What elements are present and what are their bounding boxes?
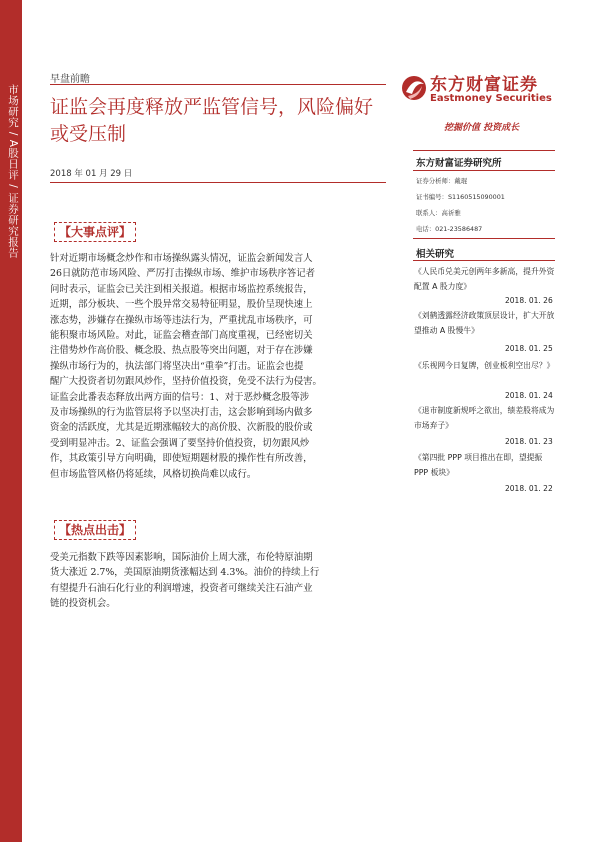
para-line: 但市场监管风格仍将延续，风格切换尚难以成行。	[50, 468, 257, 480]
brand-name-en: Eastmoney Securities	[430, 93, 552, 104]
report-title	[50, 94, 390, 148]
para-line: 货大涨近 2.7%，美国原油期货涨幅达到 4.3%。油价的持续上行	[50, 567, 320, 579]
para-line: 链的投资机会。	[50, 598, 116, 610]
brand-logo	[398, 68, 558, 114]
related-item-date: 2018. 01. 24	[505, 391, 553, 400]
related-item-date: 2018. 01. 26	[505, 296, 553, 305]
title-line-1: 证监会再度释放严监管信号，风险偏好	[50, 96, 374, 118]
para-line: 涨态势，涉嫌存在操纵市场等违法行为，严重扰乱市场秩序，可	[50, 314, 313, 326]
report-type: 早盘前瞻	[50, 74, 90, 85]
para-line: 资金的活跃度，尤其是近期涨幅较大的高价股、次新股的股价或	[50, 422, 313, 434]
related-item-date: 2018. 01. 25	[505, 344, 553, 353]
para-line: 有望提升石油石化行业的利润增速，投资者可继续关注石油产业	[50, 582, 313, 594]
para-line: 受到明显冲击。2、证监会强调了要坚持价值投资，切勿跟风炒	[50, 437, 310, 449]
divider-related	[413, 260, 555, 261]
related-item-title[interactable]: 《第四批 PPP 项目推出在即，望提振 PPP 板块》	[414, 453, 543, 477]
phone-line: 电话：021-23586487	[416, 225, 483, 233]
divider-related-top	[413, 238, 555, 239]
brand-slogan: 挖掘价值 投资成长	[444, 123, 520, 133]
related-item-title[interactable]: 《乐视网今日复牌，创业板利空出尽？》	[414, 361, 555, 370]
side-label: 市场研究 / A股日评 / 证券研究报告	[7, 84, 19, 259]
side-band	[0, 0, 22, 842]
para-line: 受美元指数下跌等因素影响，国际油价上周大涨，布伦特原油期	[50, 552, 313, 563]
related-item-title[interactable]: 《退市制度新规呼之欲出，绩差股将成为市场弃子》	[414, 406, 555, 430]
para-line: 证监会此番表态释放出两方面的信号：1、对于恶炒概念股等涉	[50, 391, 310, 403]
events-paragraph	[50, 251, 386, 482]
related-item-title[interactable]: 《人民币兑美元创两年多新高，提升外资配置 A 股力度》	[414, 267, 555, 291]
analyst-line: 证券分析师：戴琨	[416, 177, 468, 185]
divider-institute-top	[413, 150, 555, 151]
brand-name-cn: 东方财富证券	[430, 75, 538, 95]
related-item-date: 2018. 01. 22	[505, 484, 553, 493]
para-line: 针对近期市场概念炒作和市场操纵露头情况，证监会新闻发言人	[50, 253, 313, 264]
para-line: 作，其政策引导方向明确，即使短期题材股的操作性有所改善，	[50, 453, 313, 465]
hotspot-paragraph	[50, 550, 386, 612]
related-item-title[interactable]: 《刘鹤透露经济政策顶层设计，扩大开放望推动 A 股慢牛》	[414, 311, 555, 335]
para-line: 醒广大投资者切勿跟风炒作，坚持价值投资，免受不法行为侵害。	[50, 376, 322, 388]
section-heading-hotspot: 【热点出击】	[54, 520, 136, 540]
section-heading-events: 【大事点评】	[54, 222, 136, 242]
related-heading: 相关研究	[416, 249, 455, 260]
para-line: 26日就防范市场风险、严厉打击操纵市场、维护市场秩序答记者	[50, 268, 316, 280]
para-line: 能积聚市场风险。对此，证监会稽查部门高度重视，已经密切关	[50, 330, 313, 342]
report-date: 2018 年 01 月 29 日	[50, 169, 133, 179]
divider-main	[50, 182, 386, 183]
para-line: 注借势炒作高价股、概念股、热点股等突出问题，对于存在涉嫌	[50, 345, 313, 357]
title-line-2: 或受压制	[50, 123, 127, 145]
para-line: 操纵市场行为的，执法部门将坚决出“重拳”打击。证监会也提	[50, 360, 304, 372]
contact-line: 联系人：高祈雅	[416, 209, 461, 217]
para-line: 近期，部分板块、一些个股异常交易特征明显，股价呈现快速上	[50, 299, 313, 311]
para-line: 问时表示，证监会已关注到相关报道。根据市场监控系统报告，	[50, 283, 313, 295]
institute-heading: 东方财富证券研究所	[416, 158, 502, 169]
certificate-line: 证书编号：S1160515090001	[416, 193, 505, 201]
divider-institute	[413, 170, 555, 171]
divider-top	[50, 84, 386, 85]
para-line: 及市场操纵的行为监管层将予以坚决打击，这会影响到场内做多	[50, 407, 313, 419]
related-item-date: 2018. 01. 23	[505, 437, 553, 446]
